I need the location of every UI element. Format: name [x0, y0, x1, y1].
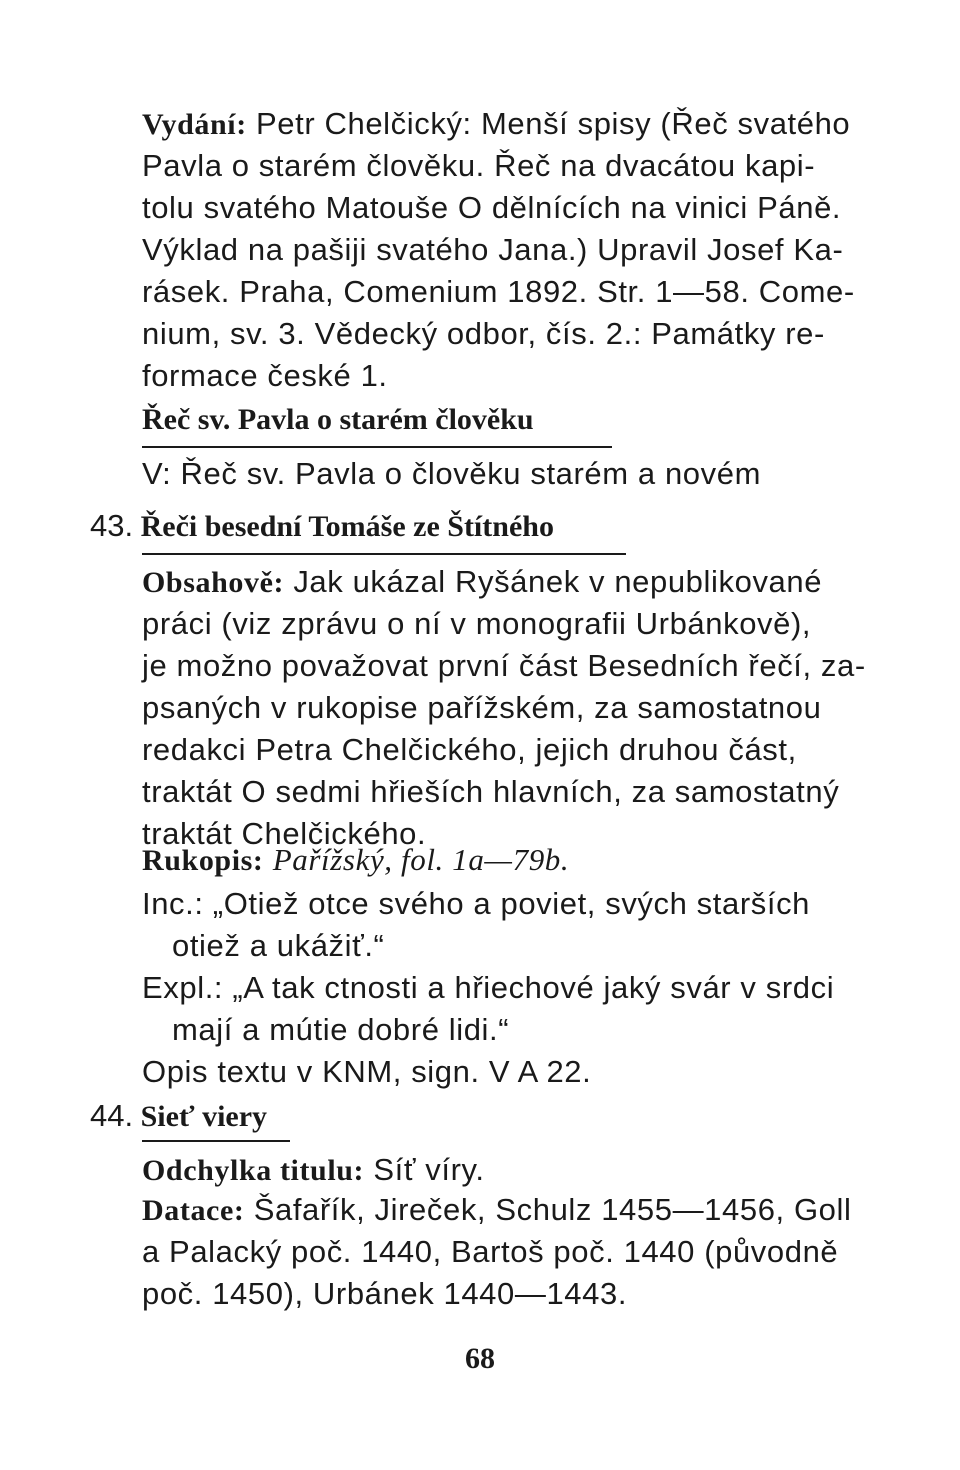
obsahove-line-2: práci (viz zprávu o ní v monografii Urbánkově),	[142, 606, 812, 641]
datace-line-1	[142, 1190, 852, 1231]
entry-44-title: Sieť viery	[140, 1100, 268, 1133]
rec-pavla-rule	[142, 446, 612, 448]
obsahove-line-7: traktát Chelčického.	[142, 816, 427, 851]
page-number: 68	[465, 1342, 495, 1375]
vydani-label: Vydání:	[142, 108, 247, 141]
obsahove-line-4: psaných v rukopise pařížském, za samostatnou	[142, 690, 822, 725]
vydani-line-2: Pavla o starém člověku. Řeč na dvacátou kapi-	[142, 148, 816, 183]
obsahove-line-6: traktát O sedmi hřieších hlavních, za samostatný	[142, 774, 840, 809]
entry-43-heading	[90, 506, 554, 547]
odchylka-label: Odchylka titulu:	[142, 1154, 365, 1187]
entry-44-number: 44.	[90, 1098, 134, 1133]
odchylka-line	[142, 1150, 485, 1191]
vydani-line-5: rásek. Praha, Comenium 1892. Str. 1—58. Come-	[142, 274, 855, 309]
rukopis-value: Pařížský, fol. 1a—79b.	[272, 842, 570, 877]
obsahove-line-1	[142, 562, 822, 603]
entry-44-rule	[142, 1140, 290, 1142]
vydani-line-3: tolu svatého Matouše O dělnících na vinici Páně.	[142, 190, 842, 225]
opis-line: Opis textu v KNM, sign. V A 22.	[142, 1054, 592, 1089]
inc-line-1: Inc.: „Otiež otce svého a poviet, svých starších	[142, 886, 811, 921]
vydani-line-6: nium, sv. 3. Vědecký odbor, čís. 2.: Památky re-	[142, 316, 825, 351]
datace-line-2: a Palacký poč. 1440, Bartoš poč. 1440 (původně	[142, 1234, 839, 1269]
obsahove-text: Jak ukázal Ryšánek v nepublikované	[293, 564, 823, 599]
expl-line-1: Expl.: „A tak ctnosti a hřiechové jaký svár v srdci	[142, 970, 835, 1005]
entry-43-title: Řeči besední Tomáše ze Štítného	[140, 510, 554, 543]
odchylka-value: Síť víry.	[373, 1152, 485, 1187]
vydani-line-7: formace české 1.	[142, 358, 388, 393]
rukopis-label: Rukopis:	[142, 844, 264, 877]
entry-43-rule	[142, 553, 626, 555]
expl-line-2: mají a mútie dobré lidi.“	[172, 1012, 510, 1047]
datace-text: Šafařík, Jireček, Schulz 1455—1456, Goll	[253, 1192, 852, 1227]
entry-43-number: 43.	[90, 508, 134, 543]
inc-line-2: otiež a ukážiť.“	[172, 928, 385, 963]
rec-pavla-heading: Řeč sv. Pavla o starém člověku	[142, 403, 534, 436]
rukopis-line	[142, 840, 569, 881]
vydani-line-4: Výklad na pašiji svatého Jana.) Upravil Josef Ka-	[142, 232, 844, 267]
obsahove-label: Obsahově:	[142, 566, 285, 599]
obsahove-line-5: redakci Petra Chelčického, jejich druhou část,	[142, 732, 797, 767]
datace-label: Datace:	[142, 1194, 245, 1227]
vydani-text: Petr Chelčický: Menší spisy (Řeč svatého	[256, 106, 851, 141]
rec-pavla-variant: V: Řeč sv. Pavla o člověku starém a novém	[142, 456, 762, 491]
entry-44-heading	[90, 1096, 267, 1137]
vydani-line-1	[142, 104, 850, 145]
datace-line-3: poč. 1450), Urbánek 1440—1443.	[142, 1276, 628, 1311]
obsahove-line-3: je možno považovat první část Besedních řečí, za-	[142, 648, 866, 683]
